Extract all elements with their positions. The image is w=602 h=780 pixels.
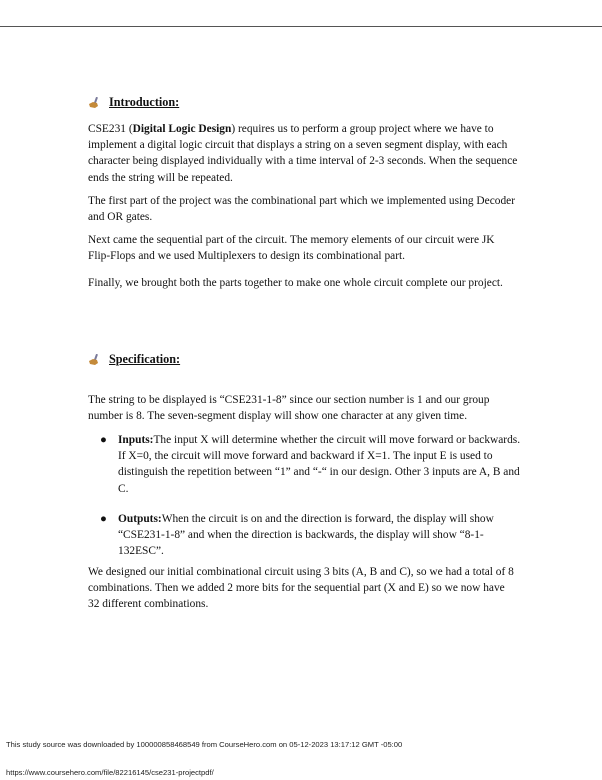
top-divider	[0, 26, 602, 27]
intro-paragraph-3: Next came the sequential part of the circuit. The memory elements of our circuit were JK Flip-Flops and we used Multiplexers to design its combinational part.	[88, 234, 495, 263]
spec-paragraph-2: We designed our initial combinational circuit using 3 bits (A, B and C), so we had a total of 8 combinations. Then we added 2 more bits for the sequential part (X and E) so we now have 32 different combinations.	[88, 566, 514, 611]
source-url[interactable]: https://www.coursehero.com/file/82216145/cse231-projectpdf/	[6, 768, 214, 777]
introduction-heading-text: Introduction:	[109, 95, 180, 109]
bullet-inputs-label: Inputs:	[118, 434, 154, 446]
pen-hand-icon	[88, 97, 100, 109]
bullet-outputs	[100, 511, 523, 560]
intro-paragraph-1: CSE231 (Digital Logic Design) requires us to perform a group project where we have to implement a digital logic circuit that displays a string on a seven segment display, with each character being displayed individually with a time interval of 2-3 seconds. When the sequence ends the string will be repeated.	[88, 123, 518, 184]
specification-heading	[88, 352, 180, 367]
bullet-outputs-label: Outputs:	[118, 513, 162, 525]
introduction-heading	[88, 95, 179, 110]
intro-paragraph-2: The first part of the project was the combinational part which we implemented using Decoder and OR gates.	[88, 195, 516, 224]
download-note: This study source was downloaded by 100000858468549 from CourseHero.com on 05-12-2023 13:17:12 GMT -05:00	[6, 740, 403, 749]
course-name: Digital Logic Design	[132, 123, 232, 135]
bullet-inputs	[100, 432, 523, 497]
bullet-dot-icon: ●	[100, 434, 107, 446]
pen-hand-icon	[88, 354, 100, 366]
bullet-dot-icon: ●	[100, 513, 107, 525]
bullet-outputs-text: When the circuit is on and the direction is forward, the display will show “CSE231-1-8” and when the direction is backwards, the display will show “8-1-132ESC”.	[118, 513, 494, 558]
spec-paragraph-1: The string to be displayed is “CSE231-1-8” since our section number is 1 and our group number is 8. The seven-segment display will show one character at any given time.	[88, 394, 490, 423]
bullet-inputs-text: The input X will determine whether the circuit will move forward or backwards. If X=0, the circuit will move forward and backward if X=1. The input E is used to distinguish the repetition between “1” and “-“ in our design. Other 3 inputs are A, B and C.	[118, 434, 521, 495]
specification-heading-text: Specification:	[109, 352, 181, 366]
intro-paragraph-4: Finally, we brought both the parts together to make one whole circuit complete our project.	[88, 277, 503, 289]
